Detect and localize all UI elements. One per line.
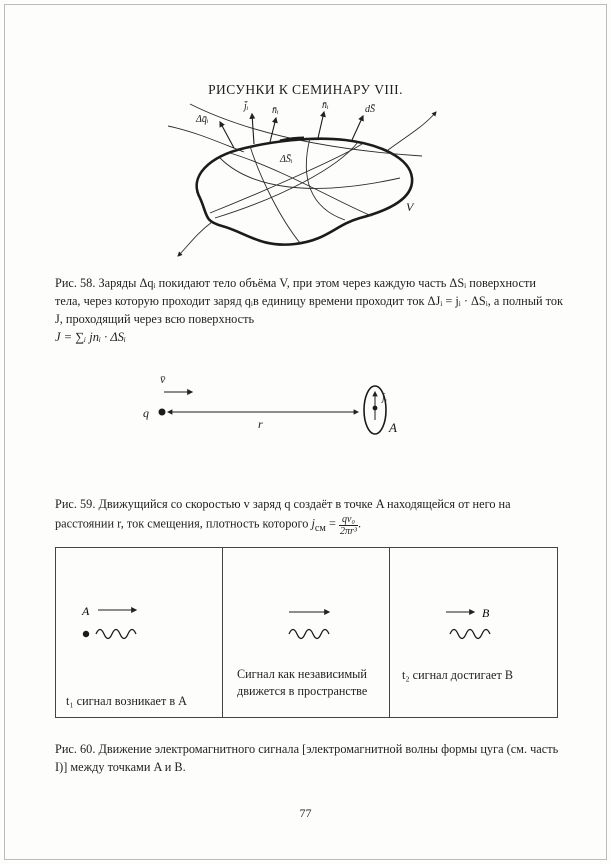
external-flux-lines: [168, 104, 436, 256]
page-title: РИСУНКИ К СЕМИНАРУ VIII.: [208, 82, 403, 97]
wave-packet-squiggle: [450, 630, 490, 639]
page-number: 77: [299, 806, 312, 820]
fig59-label-q: q: [143, 406, 149, 420]
fig58-label-dqi: Δq̄ᵢ: [196, 114, 209, 125]
fig58-label-ji: j̄ᵢ: [244, 101, 249, 112]
fig59-caption-end: .: [357, 516, 362, 531]
fig58-formula: J = ∑ᵢ jnᵢ · ΔSᵢ: [55, 330, 126, 345]
fig59-drawing: [130, 366, 430, 458]
fig58-label-dSi: ΔS̄ᵢ: [280, 154, 293, 165]
fig58-caption-block: [55, 275, 563, 345]
fig59-fraction: [339, 514, 358, 538]
body-volume-outline: [197, 139, 412, 245]
wave-packet-squiggle: [96, 630, 136, 639]
surface-normal-arrows: [220, 112, 363, 148]
fig59-caption: [55, 496, 563, 538]
fig60-caption-block: [55, 741, 563, 777]
point-dot: [83, 631, 89, 637]
fig58-label-V: V: [406, 200, 414, 214]
internal-field-lines: [210, 138, 400, 243]
fig59-j-subscript: см: [314, 522, 326, 534]
fig58-drawing: [160, 98, 445, 276]
fig60-cell3-text: t₂ сигнал достигает B: [402, 667, 513, 682]
fig59-label-v: v̄: [160, 372, 166, 386]
fig60-cell-signal-arrival: [390, 548, 557, 717]
fig60-cell3-drawing: [410, 600, 560, 655]
fig58-label-ni: n̄ᵢ: [272, 105, 279, 116]
fig59-fraction-numerator: qv₀: [339, 514, 358, 527]
fig59-caption-block: [55, 496, 563, 538]
fig59-label-j: j̄ₑ: [382, 393, 387, 403]
fig60-table: [55, 547, 558, 718]
fig60-cell2-text: Сигнал как независимый движется в пространстве: [237, 667, 368, 698]
fig58-caption: Рис. 58. Заряды Δqᵢ покидают тело объёма V, при этом через каждую часть ΔSᵢ поверхности тела, через которую проходит заряд qᵢв единицу времени проходит ток ΔJᵢ = jᵢ · ΔSᵢ, а полный ток J, проходящий через всю поверхность: [55, 276, 563, 326]
fig60-cell2-drawing: [237, 600, 387, 655]
fig60-label-B: B: [482, 606, 490, 620]
fig60-cell1-text: t₁ сигнал возникает в A: [66, 693, 187, 708]
fig60-cell-signal-origin: [56, 548, 223, 717]
fig60-caption: Рис. 60. Движение электромагнитного сигнала [электромагнитной волны формы цуга (см. часть I)] между точками A и B.: [55, 742, 559, 774]
fig60-label-A: A: [82, 604, 90, 618]
fig59-caption-text: Рис. 59. Движущийся со скоростью v заряд q создаёт в точке A находящейся от него на расстоянии r, ток смещения, плотность которого: [55, 497, 511, 531]
fig58-label-dS: dS̄: [365, 104, 375, 115]
fig60-cell1-drawing: [66, 600, 216, 655]
wave-packet-squiggle: [289, 630, 329, 639]
fig58-label-ni2: n̄ᵢ: [322, 100, 329, 111]
charge-dot: [159, 409, 166, 416]
fig59-fraction-denominator: 2πr³: [340, 526, 357, 538]
fig59-label-r: r: [258, 417, 263, 431]
fig59-j-symbol: j: [311, 516, 315, 531]
charge-and-axis: [159, 392, 359, 416]
fig60-cell-signal-travel: [223, 548, 390, 717]
fig59-equals: =: [325, 516, 340, 531]
fig59-label-A: A: [389, 420, 397, 435]
